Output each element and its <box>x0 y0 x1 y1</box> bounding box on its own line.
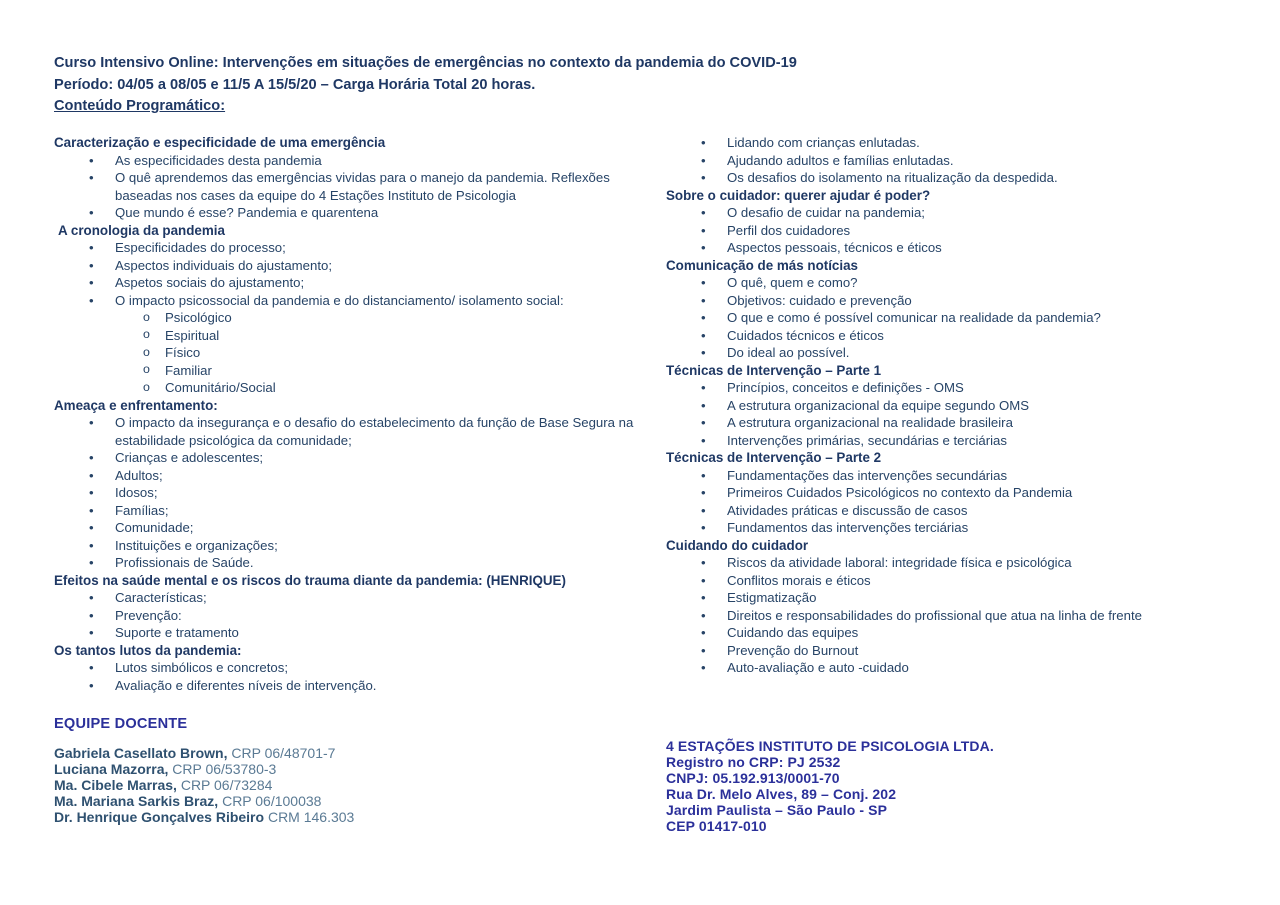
program-item <box>54 607 660 625</box>
program-item-text: As especificidades desta pandemia <box>115 152 322 168</box>
program-item-text: Prevenção: <box>115 607 182 623</box>
program-item-text: O quê aprendemos das emergências vividas para o manejo da pandemia. Reflexões baseadas nos cases da equipe do 4 Estações Instituto de Psicologia <box>115 170 610 203</box>
course-period: Período: 04/05 a 08/05 e 11/5 A 15/5/20 – Carga Horária Total 20 horas. <box>54 76 536 93</box>
program-item <box>666 239 1256 257</box>
program-item-text: Fundamentos das intervenções terciárias <box>727 520 969 535</box>
program-item-text: Atividades práticas e discussão de casos <box>727 502 968 518</box>
program-item-text: Princípios, conceitos e definições - OMS <box>727 380 964 395</box>
program-item-text: Psicológico <box>165 310 232 325</box>
program-item-text: Auto-avaliação e auto -cuidado <box>727 660 909 675</box>
program-item-text: Sobre o cuidador: querer ajudar é poder? <box>666 187 931 203</box>
faculty-member <box>54 745 614 761</box>
program-item-text: Lutos simbólicos e concretos; <box>115 660 288 675</box>
program-item <box>54 502 660 520</box>
program-item <box>54 327 660 345</box>
program-item <box>666 397 1256 415</box>
program-item-text: Familiar <box>165 362 212 378</box>
program-item-text: Comunitário/Social <box>165 380 276 395</box>
program-item <box>666 467 1256 485</box>
company-info-line <box>666 755 1226 771</box>
program-item-text: Adultos; <box>115 467 163 483</box>
faculty-member-name: Ma. Cibele Marras, <box>54 777 177 793</box>
program-item <box>54 572 660 590</box>
program-item-text: Perfil dos cuidadores <box>727 222 851 238</box>
program-item <box>54 449 660 467</box>
program-item <box>54 484 660 502</box>
program-item <box>666 642 1256 660</box>
program-item <box>666 187 1256 205</box>
program-item-text: Estigmatização <box>727 590 817 605</box>
program-item-text: Comunicação de más notícias <box>666 257 858 273</box>
program-item-text: Os tantos lutos da pandemia: <box>54 642 242 658</box>
program-content-label: Conteúdo Programático: <box>54 98 226 114</box>
program-item-text: Conflitos morais e éticos <box>727 572 871 588</box>
program-item <box>666 484 1256 502</box>
program-item <box>666 344 1256 362</box>
program-item <box>666 257 1256 275</box>
program-item <box>666 327 1256 345</box>
faculty-member-name: Dr. Henrique Gonçalves Ribeiro <box>54 809 265 825</box>
course-title: Curso Intensivo Online: Intervenções em situações de emergências no contexto da pandemia do COVID-19 <box>54 55 797 71</box>
company-info-text: CEP 01417-010 <box>666 817 767 834</box>
program-item-text: Fundamentações das intervenções secundárias <box>727 467 1008 483</box>
program-item <box>54 519 660 537</box>
faculty-member-registration: CRP 06/48701-7 <box>227 745 336 761</box>
program-item-text: Técnicas de Intervenção – Parte 1 <box>666 362 882 378</box>
program-item <box>54 554 660 572</box>
program-item <box>666 659 1256 677</box>
program-item-text: Profissionais de Saúde. <box>115 555 254 570</box>
program-item <box>54 624 660 642</box>
program-item-text: Cuidados técnicos e éticos <box>727 327 884 343</box>
faculty-member-registration: CRP 06/100038 <box>218 793 322 809</box>
faculty-member-registration: CRP 06/53780-3 <box>168 761 277 777</box>
program-item-text: Especificidades do processo; <box>115 240 286 255</box>
program-item-text: Instituições e organizações; <box>115 537 278 553</box>
program-item <box>54 169 660 204</box>
company-info-line <box>666 787 1226 803</box>
program-item-text: Crianças e adolescentes; <box>115 450 264 465</box>
program-item <box>54 659 660 677</box>
program-item <box>54 677 660 695</box>
program-item-text: A cronologia da pandemia <box>58 222 225 238</box>
program-item <box>666 589 1256 607</box>
program-item-text: O impacto psicossocial da pandemia e do distanciamento/ isolamento social: <box>115 292 564 308</box>
faculty-member <box>54 793 614 809</box>
program-item-text: Idosos; <box>115 485 158 500</box>
faculty-heading: EQUIPE DOCENTE <box>54 716 188 732</box>
program-item-text: Aspetos sociais do ajustamento; <box>115 275 305 290</box>
program-item-text: Aspectos individuais do ajustamento; <box>115 257 332 273</box>
program-item-text: Que mundo é esse? Pandemia e quarentena <box>115 205 379 220</box>
program-item-text: Do ideal ao possível. <box>727 345 850 360</box>
faculty-member-registration: CRM 146.303 <box>264 809 355 825</box>
program-item-text: Cuidando do cuidador <box>666 537 809 553</box>
program-item-text: Avaliação e diferentes níveis de intervenção. <box>115 677 377 693</box>
document-header <box>54 53 1154 118</box>
program-item <box>54 292 660 310</box>
program-item-text: Prevenção do Burnout <box>727 642 859 658</box>
program-item <box>666 554 1256 572</box>
company-info-text: Jardim Paulista – São Paulo - SP <box>666 801 888 818</box>
program-item <box>666 152 1256 170</box>
program-item <box>54 204 660 222</box>
program-item-text: A estrutura organizacional na realidade brasileira <box>727 415 1013 430</box>
program-item <box>666 624 1256 642</box>
program-item <box>54 274 660 292</box>
program-item-text: Ameaça e enfrentamento: <box>54 397 218 413</box>
program-item <box>666 379 1256 397</box>
program-item-text: Primeiros Cuidados Psicológicos no contexto da Pandemia <box>727 485 1073 500</box>
company-info-text: CNPJ: 05.192.913/0001-70 <box>666 769 840 786</box>
program-item-text: Efeitos na saúde mental e os riscos do trauma diante da pandemia: (HENRIQUE) <box>54 572 566 588</box>
faculty-member-name: Gabriela Casellato Brown, <box>54 745 228 761</box>
program-item <box>666 204 1256 222</box>
program-item <box>666 274 1256 292</box>
faculty-member-registration: CRP 06/73284 <box>176 777 273 793</box>
program-item-text: O desafio de cuidar na pandemia; <box>727 205 925 220</box>
faculty-section <box>54 716 614 825</box>
program-item <box>54 344 660 362</box>
faculty-members <box>54 745 614 825</box>
program-item <box>666 537 1256 555</box>
program-item <box>54 362 660 380</box>
program-item <box>666 449 1256 467</box>
program-item-text: Objetivos: cuidado e prevenção <box>727 292 912 308</box>
program-item <box>666 222 1256 240</box>
program-item-text: A estrutura organizacional da equipe segundo OMS <box>727 397 1030 413</box>
program-item-text: Intervenções primárias, secundárias e terciárias <box>727 432 1007 448</box>
program-item-text: Técnicas de Intervenção – Parte 2 <box>666 450 882 465</box>
program-item <box>54 379 660 397</box>
company-info-section <box>666 739 1226 834</box>
program-item-text: Características; <box>115 590 207 605</box>
company-info-text: 4 ESTAÇÕES INSTITUTO DE PSICOLOGIA LTDA. <box>666 738 994 754</box>
faculty-member-name: Ma. Mariana Sarkis Braz, <box>54 793 219 809</box>
company-info-line <box>666 819 1226 835</box>
program-item <box>666 432 1256 450</box>
company-info-line <box>666 739 1226 755</box>
program-item <box>54 397 660 415</box>
faculty-member-name: Luciana Mazorra, <box>54 761 169 777</box>
program-item-text: Aspectos pessoais, técnicos e éticos <box>727 240 942 255</box>
program-item-text: O que e como é possível comunicar na realidade da pandemia? <box>727 310 1101 325</box>
program-item <box>54 309 660 327</box>
program-item-text: Direitos e responsabilidades do profissional que atua na linha de frente <box>727 607 1142 623</box>
program-item <box>666 134 1256 152</box>
program-item-text: Lidando com crianças enlutadas. <box>727 135 920 150</box>
program-item <box>54 239 660 257</box>
company-info-line <box>666 771 1226 787</box>
program-item-text: Físico <box>165 345 201 360</box>
faculty-member <box>54 809 614 825</box>
company-info-text: Registro no CRP: PJ 2532 <box>666 753 841 770</box>
program-item <box>666 169 1256 187</box>
program-item <box>666 362 1256 380</box>
company-info-line <box>666 803 1226 819</box>
faculty-member <box>54 761 614 777</box>
program-item <box>666 607 1256 625</box>
program-column-left <box>54 134 660 694</box>
program-item <box>54 467 660 485</box>
program-item <box>666 292 1256 310</box>
company-info-text: Rua Dr. Melo Alves, 89 – Conj. 202 <box>666 785 897 802</box>
program-item <box>666 414 1256 432</box>
program-item <box>666 572 1256 590</box>
program-item <box>54 537 660 555</box>
program-item <box>54 152 660 170</box>
program-item-text: Ajudando adultos e famílias enlutadas. <box>727 152 954 168</box>
program-item <box>666 519 1256 537</box>
program-item <box>666 309 1256 327</box>
program-item <box>54 134 660 152</box>
program-item-text: Comunidade; <box>115 520 194 535</box>
program-item <box>54 222 660 240</box>
program-item-text: Os desafios do isolamento na ritualização da despedida. <box>727 170 1058 185</box>
program-item-text: Espiritual <box>165 327 220 343</box>
program-item-text: Caracterização e especificidade de uma emergência <box>54 135 386 150</box>
program-item-text: O impacto da insegurança e o desafio do estabelecimento da função de Base Segura na estabilidade psicológica da comunidade; <box>115 415 634 448</box>
faculty-member <box>54 777 614 793</box>
program-item-text: Famílias; <box>115 502 169 518</box>
program-item <box>666 502 1256 520</box>
program-item-text: Suporte e tratamento <box>115 625 239 640</box>
program-column-right <box>666 134 1256 677</box>
program-item <box>54 642 660 660</box>
program-item <box>54 414 660 449</box>
program-item <box>54 589 660 607</box>
program-item-text: Riscos da atividade laboral: integridade física e psicológica <box>727 555 1072 570</box>
program-item <box>54 257 660 275</box>
program-item-text: Cuidando das equipes <box>727 625 859 640</box>
program-item-text: O quê, quem e como? <box>727 275 858 290</box>
